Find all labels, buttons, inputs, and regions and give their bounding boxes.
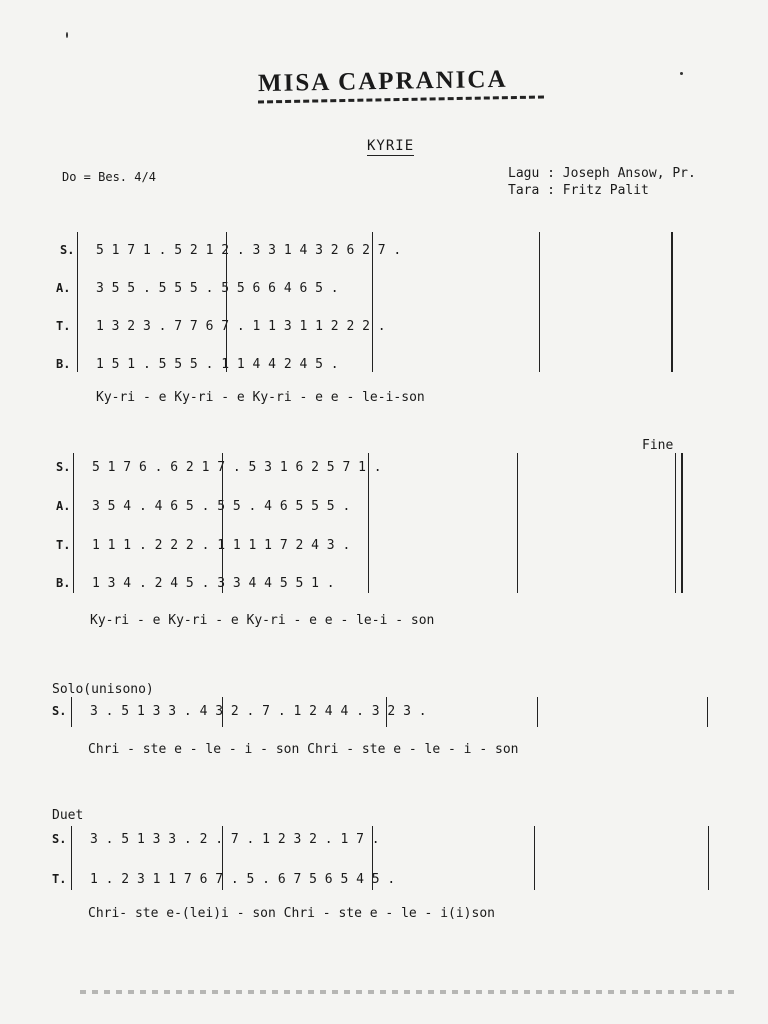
notes-row: 1 3 4 . 2 4 5 . 3 3 4 4 5 5 1 . <box>92 576 335 591</box>
barline <box>222 826 223 890</box>
barline <box>71 697 72 727</box>
part-label-bass: B. <box>56 357 71 371</box>
part-label-bass: B. <box>56 576 71 590</box>
barline <box>517 453 518 593</box>
page-title: MISA CAPRANICA <box>257 65 508 98</box>
barline <box>372 826 373 890</box>
barline <box>671 232 673 372</box>
barline <box>386 697 387 727</box>
barline <box>707 697 708 727</box>
scan-artifact <box>80 990 740 994</box>
barline <box>222 697 223 727</box>
notes-row: 1 3 2 3 . 7 7 6 7 . 1 1 3 1 1 2 2 2 . <box>96 319 386 334</box>
barline <box>372 232 373 372</box>
barline <box>675 453 676 593</box>
part-label-tenor: T. <box>52 872 67 886</box>
part-label-soprano: S. <box>56 460 71 474</box>
fine-marker: Fine <box>642 438 674 453</box>
lyrics-line: Ky-ri - e Ky-ri - e Ky-ri - e e - le-i-son <box>96 390 425 405</box>
barline <box>77 232 78 372</box>
lyrics-line: Chri- ste e-(lei)i - son Chri - ste e - le - i(i)son <box>88 906 495 921</box>
scan-speck <box>66 32 68 38</box>
barline <box>537 697 538 727</box>
part-label-soprano: S. <box>52 832 67 846</box>
part-label-soprano: S. <box>60 243 75 257</box>
notes-row: 5 1 7 6 . 6 2 1 7 . 5 3 1 6 2 5 7 1 . <box>92 460 382 475</box>
part-label-tenor: T. <box>56 319 71 333</box>
lyrics-line: Ky-ri - e Ky-ri - e Ky-ri - e e - le-i - son <box>90 613 435 628</box>
barline <box>534 826 535 890</box>
solo-label: Solo(unisono) <box>52 682 154 697</box>
notes-row: 3 5 5 . 5 5 5 . 5 5 6 6 4 6 5 . <box>96 281 339 296</box>
part-label-tenor: T. <box>56 538 71 552</box>
notes-row: 1 5 1 . 5 5 5 . 1 1 4 4 2 4 5 . <box>96 357 339 372</box>
composer-credit: Lagu : Joseph Ansow, Pr. <box>508 166 696 181</box>
scan-speck <box>680 72 683 75</box>
barline <box>708 826 709 890</box>
barline <box>368 453 369 593</box>
lyrics-line: Chri - ste e - le - i - son Chri - ste e - le - i - son <box>88 742 519 757</box>
section-title: KYRIE <box>367 138 415 154</box>
notes-row: 3 5 4 . 4 6 5 . 5 5 . 4 6 5 5 5 . <box>92 499 351 514</box>
notes-row: 1 . 2 3 1 1 7 6 7 . 5 . 6 7 5 6 5 4 5 . <box>90 872 396 887</box>
part-label-alto: A. <box>56 499 71 513</box>
arranger-credit: Tara : Fritz Palit <box>508 183 649 198</box>
final-barline <box>681 453 683 593</box>
duet-label: Duet <box>52 808 84 823</box>
notes-row: 3 . 5 1 3 3 . 2 . 7 . 1 2 3 2 . 1 7 . <box>90 832 380 847</box>
part-label-soprano: S. <box>52 704 67 718</box>
barline <box>71 826 72 890</box>
notes-row: 5 1 7 1 . 5 2 1 2 . 3 3 1 4 3 2 6 2 7 . <box>96 243 402 258</box>
part-label-alto: A. <box>56 281 71 295</box>
barline <box>222 453 223 593</box>
notes-row: 3 . 5 1 3 3 . 4 3 2 . 7 . 1 2 4 4 . 3 2 3 . <box>90 704 427 719</box>
barline <box>226 232 227 372</box>
key-signature: Do = Bes. 4/4 <box>62 170 156 184</box>
barline <box>539 232 540 372</box>
barline <box>73 453 74 593</box>
notes-row: 1 1 1 . 2 2 2 . 1 1 1 1 7 2 4 3 . <box>92 538 351 553</box>
